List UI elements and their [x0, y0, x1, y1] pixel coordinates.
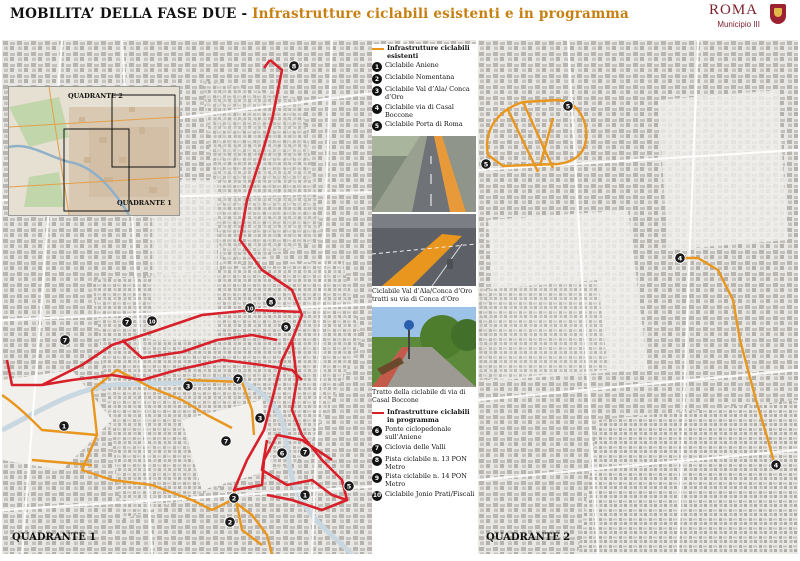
- legend-planned-list: [372, 426, 476, 501]
- map-marker-4[interactable]: [771, 460, 781, 470]
- map-marker-label: 3: [185, 382, 191, 391]
- legend-item-7: [372, 444, 476, 454]
- page-title: MOBILITA’ DELLA FASE DUE - Infrastrutture ciclabili esistenti e in programma: [10, 6, 629, 22]
- photo-bike-lane-1-svg: [372, 136, 476, 212]
- number-badge-icon: 2: [372, 74, 382, 84]
- crest-icon: [770, 4, 786, 24]
- inset-map[interactable]: [8, 86, 180, 216]
- map-marker-2[interactable]: [229, 493, 239, 503]
- orange-line-icon: [372, 48, 384, 50]
- number-badge-icon: 8: [372, 456, 382, 466]
- number-badge-icon: 7: [372, 444, 382, 454]
- legend-item-4: [372, 104, 476, 120]
- map-marker-label: 8: [268, 298, 274, 307]
- map-marker-label: 8: [291, 62, 297, 71]
- legend-item-label: Ciclabile via di Casal Boccone: [385, 102, 455, 119]
- legend-existing-list: [372, 62, 476, 131]
- number-badge-icon: 3: [372, 86, 382, 96]
- logo-roma: ROMA: [708, 2, 758, 18]
- photo-caption-1: Ciclabile Val d’Ala/Conca d’Oro tratti su via di Conca d’Oro: [372, 288, 473, 304]
- legend-item-label: Ciclabile Jonio Prati/Fiscali: [385, 489, 475, 498]
- legend-planned-title: Infrastrutture ciclabili in programma: [372, 408, 476, 424]
- map-marker-label: 4: [677, 254, 683, 263]
- map-marker-8[interactable]: [289, 61, 299, 71]
- map-marker-label: 2: [231, 494, 237, 503]
- number-badge-icon: 9: [372, 473, 382, 483]
- legend-item-5: [372, 121, 476, 131]
- legend-item-9: [372, 473, 476, 489]
- map-marker-4[interactable]: [675, 253, 685, 263]
- map-marker-5[interactable]: [481, 159, 491, 169]
- photo-bike-lane-2-svg: [372, 214, 476, 286]
- legend-item-6: [372, 426, 476, 442]
- map-quadrante-2[interactable]: [478, 40, 798, 554]
- map-marker-1[interactable]: [300, 490, 310, 500]
- map-marker-label: 9: [283, 323, 289, 332]
- number-badge-icon: 1: [372, 62, 382, 72]
- map-marker-label: 5: [483, 160, 489, 169]
- map-marker-10[interactable]: [147, 316, 157, 326]
- map-marker-5[interactable]: [563, 101, 573, 111]
- inset-label-q1: QUADRANTE 1: [117, 199, 172, 207]
- legend-item-8: [372, 456, 476, 472]
- legend-item-label: Pista ciclabile n. 14 PON Metro: [385, 472, 467, 489]
- map-marker-10[interactable]: [245, 303, 255, 313]
- logo-municipio: Municipio III: [717, 20, 760, 29]
- legend-item-label: Ciclabile Aniene: [385, 61, 439, 70]
- legend-item-label: Ciclabile Val d’Ala/ Conca d’Oro: [385, 85, 470, 102]
- photo-bike-lane-1: [372, 136, 476, 212]
- legend-item-label: Pista ciclabile n. 13 PON Metro: [385, 454, 467, 471]
- legend-item-label: Ponte ciclopedonale sull’Aniene: [385, 425, 452, 441]
- map-marker-label: 7: [62, 336, 68, 345]
- legend-item-label: Ciclabile Porta di Roma: [385, 120, 463, 129]
- map-quadrante-2-canvas: [478, 40, 798, 554]
- photo-caption-2: Tratto della ciclabile di via di Casal Boccone: [372, 389, 466, 405]
- map-marker-label: 7: [302, 448, 308, 457]
- legend-item-1: [372, 62, 476, 72]
- legend-item-3: [372, 86, 476, 102]
- map-marker-label: 10: [246, 306, 254, 313]
- map-marker-9[interactable]: [281, 322, 291, 332]
- number-badge-icon: 4: [372, 104, 382, 114]
- map-marker-label: 7: [124, 318, 130, 327]
- legend-panel: [372, 44, 476, 554]
- legend-item-label: Ciclovia delle Valli: [385, 442, 446, 451]
- map-marker-6[interactable]: [277, 448, 287, 458]
- legend-existing-title: Infrastrutture ciclabili esistenti: [372, 44, 476, 60]
- map-marker-7[interactable]: [300, 447, 310, 457]
- map-marker-label: 7: [235, 375, 241, 384]
- inset-label-q2: QUADRANTE 2: [68, 92, 123, 100]
- photo-bike-lane-3: [372, 307, 476, 387]
- map-marker-label: 1: [61, 422, 67, 431]
- map-marker-8[interactable]: [266, 297, 276, 307]
- map-marker-5[interactable]: [344, 481, 354, 491]
- inset-map-canvas: [9, 87, 179, 215]
- map-marker-1[interactable]: [59, 421, 69, 431]
- map-marker-2[interactable]: [225, 517, 235, 527]
- quadrant-1-label: QUADRANTE 1: [12, 532, 97, 543]
- photo-bike-lane-3-svg: [372, 307, 476, 387]
- map-marker-label: 10: [148, 319, 156, 326]
- map-marker-label: 4: [773, 461, 779, 470]
- legend-item-label: Ciclabile Nomentana: [385, 73, 455, 82]
- map-marker-label: 5: [565, 102, 571, 111]
- map-marker-7[interactable]: [122, 317, 132, 327]
- map-marker-label: 5: [346, 482, 352, 491]
- number-badge-icon: 10: [372, 492, 382, 500]
- map-marker-3[interactable]: [255, 413, 265, 423]
- quadrant-2-label: QUADRANTE 2: [486, 532, 571, 543]
- legend-item-10: [372, 491, 476, 501]
- map-marker-7[interactable]: [233, 374, 243, 384]
- map-marker-label: 1: [302, 491, 308, 500]
- map-marker-label: 6: [279, 449, 285, 458]
- map-marker-7[interactable]: [60, 335, 70, 345]
- number-badge-icon: 5: [372, 121, 382, 131]
- map-marker-7[interactable]: [221, 436, 231, 446]
- legend-item-2: [372, 74, 476, 84]
- photo-bike-lane-2: [372, 214, 476, 286]
- map-marker-label: 7: [223, 437, 229, 446]
- map-marker-3[interactable]: [183, 381, 193, 391]
- number-badge-icon: 6: [372, 426, 382, 436]
- red-line-icon: [372, 412, 384, 414]
- map-marker-label: 3: [257, 414, 263, 423]
- map-marker-label: 2: [227, 518, 233, 527]
